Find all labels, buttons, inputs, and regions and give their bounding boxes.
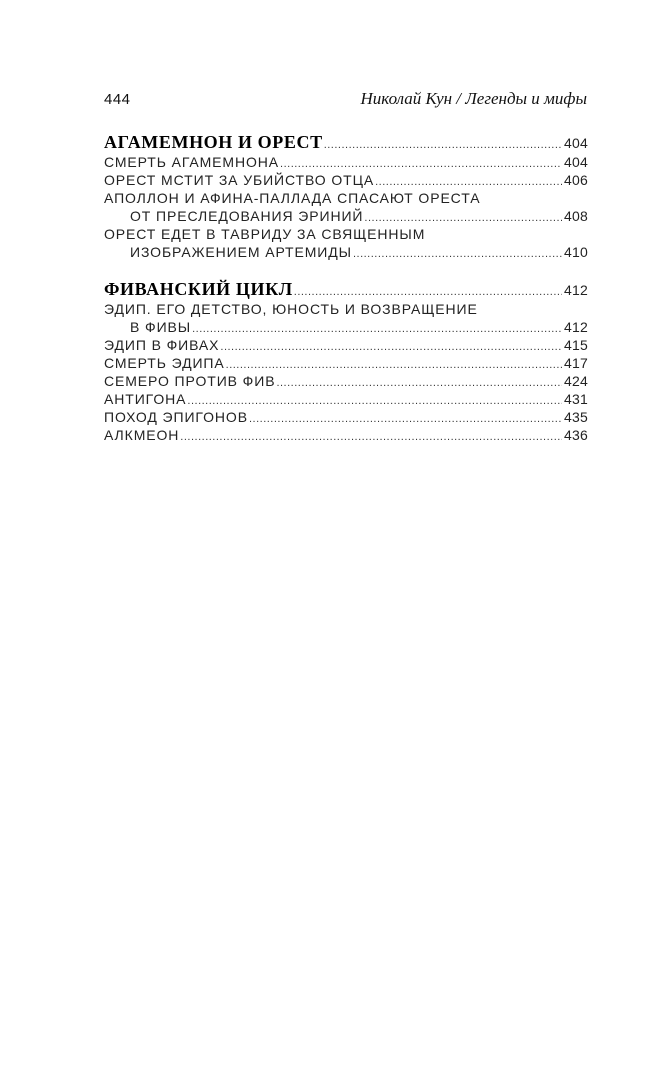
toc-entry <box>104 171 588 189</box>
toc-page-number: 404 <box>564 135 588 151</box>
toc-entry-title: СЕМЕРО ПРОТИВ ФИВ <box>104 373 276 389</box>
toc-entry-title: ОРЕСТ ЕДЕТ В ТАВРИДУ ЗА СВЯЩЕННЫМ <box>104 226 426 242</box>
page-number: 444 <box>104 91 131 108</box>
toc-heading <box>104 131 588 153</box>
leader-dots <box>276 374 562 392</box>
toc-page-number: 435 <box>564 409 588 425</box>
leader-dots <box>220 338 562 356</box>
toc-entry-line-1 <box>104 189 588 207</box>
toc-entry-line-2 <box>104 318 588 336</box>
toc-heading-title: АГАМЕМНОН И ОРЕСТ <box>104 132 323 152</box>
toc-entry-title: АПОЛЛОН И АФИНА-ПАЛЛАДА СПАСАЮТ ОРЕСТА <box>104 190 481 206</box>
toc-page-number: 406 <box>564 172 588 188</box>
toc-page-number: 417 <box>564 355 588 371</box>
toc-page-number: 412 <box>564 282 588 298</box>
leader-dots <box>353 245 562 263</box>
toc-section-theban <box>104 278 588 444</box>
toc-entry <box>104 336 588 354</box>
leader-dots <box>249 410 562 428</box>
toc-entry-title: ЭДИП В ФИВАХ <box>104 337 220 353</box>
leader-dots <box>180 428 562 446</box>
toc-section-agamemnon <box>104 131 588 261</box>
leader-dots <box>226 356 562 374</box>
toc-entry-title: ОРЕСТ МСТИТ ЗА УБИЙСТВО ОТЦА <box>104 172 375 188</box>
toc-entry <box>104 426 588 444</box>
toc-entry <box>104 153 588 171</box>
toc-entry-title-continued: ОТ ПРЕСЛЕДОВАНИЯ ЭРИНИЙ <box>130 208 364 224</box>
toc-page-number: 415 <box>564 337 588 353</box>
toc-entry-line-1 <box>104 225 588 243</box>
toc-heading-title: ФИВАНСКИЙ ЦИКЛ <box>104 279 293 299</box>
toc-entry <box>104 354 588 372</box>
toc-page-number: 404 <box>564 154 588 170</box>
toc-entry-title: ЭДИП. ЕГО ДЕТСТВО, ЮНОСТЬ И ВОЗВРАЩЕНИЕ <box>104 301 478 317</box>
toc-entry <box>104 372 588 390</box>
toc-entry-title: АЛКМЕОН <box>104 427 180 443</box>
leader-dots <box>324 134 562 156</box>
toc-heading <box>104 278 588 300</box>
toc-entry-title-continued: В ФИВЫ <box>130 319 192 335</box>
toc-entry-line-2 <box>104 207 588 225</box>
toc-page-number: 424 <box>564 373 588 389</box>
toc-entry <box>104 408 588 426</box>
leader-dots <box>192 320 562 338</box>
toc-page-number: 436 <box>564 427 588 443</box>
toc-entry-title-continued: ИЗОБРАЖЕНИЕМ АРТЕМИДЫ <box>130 244 352 260</box>
toc-page-number: 408 <box>564 208 588 224</box>
toc-entry-title: АНТИГОНА <box>104 391 187 407</box>
running-title: Николай Кун / Легенды и мифы <box>360 89 587 108</box>
toc-page-number: 412 <box>564 319 588 335</box>
toc-entry <box>104 390 588 408</box>
toc-page-number: 410 <box>564 244 588 260</box>
toc-entry-title: ПОХОД ЭПИГОНОВ <box>104 409 248 425</box>
toc-page-number: 431 <box>564 391 588 407</box>
toc-entry-title: СМЕРТЬ ЭДИПА <box>104 355 225 371</box>
toc-entry-line-2 <box>104 243 588 261</box>
toc-entry-title: СМЕРТЬ АГАМЕМНОНА <box>104 154 280 170</box>
